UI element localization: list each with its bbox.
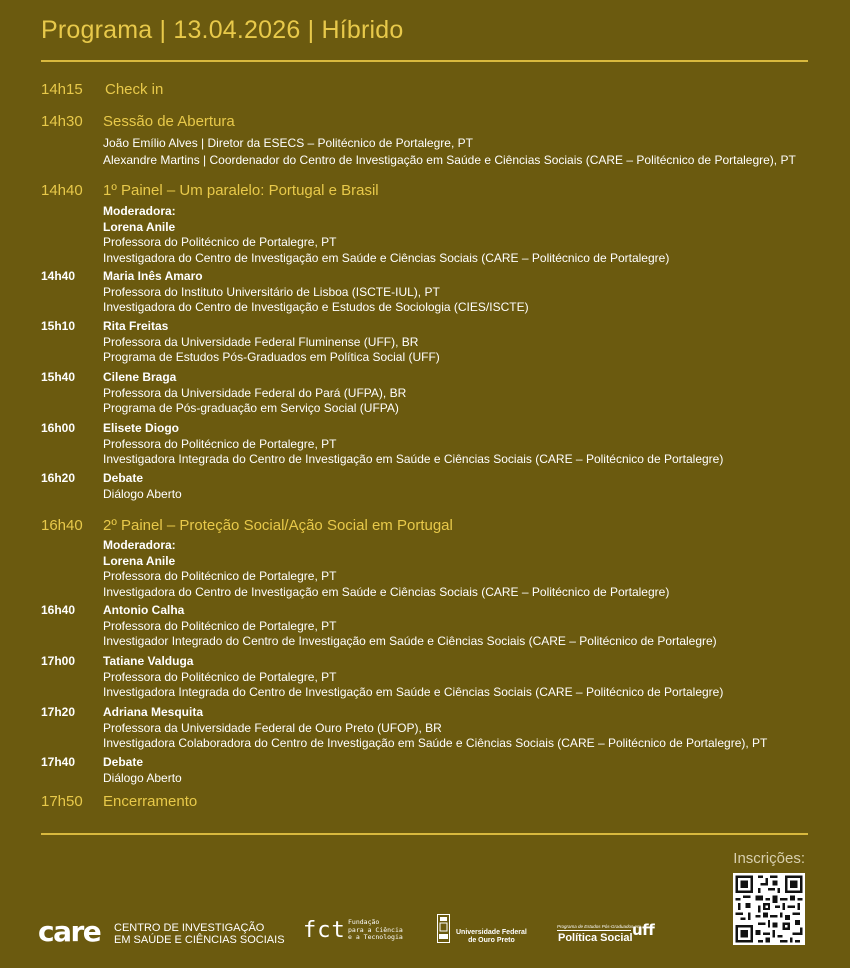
ufop-name-line: de Ouro Preto — [468, 937, 515, 944]
uff-program-name: Política Social — [558, 932, 633, 944]
speaker-line: Investigadora Integrada do Centro de Investigação em Saúde e Ciências Sociais (CARE – Politécnico de Portalegre) — [103, 452, 724, 466]
ufop-name-line: Universidade Federal — [456, 929, 527, 936]
speaker-line: Professora do Politécnico de Portalegre, PT — [103, 618, 337, 633]
fct-name-line: para a Ciência — [348, 925, 403, 934]
talk-time: 16h00 — [41, 421, 76, 435]
speaker-name: Cilene Braga — [103, 370, 177, 384]
speaker-line: Investigadora do Centro de Investigação e Estudos de Sociologia (CIES/ISCTE) — [103, 300, 529, 314]
speaker-line: Diálogo Aberto — [103, 770, 182, 785]
speaker-name: Debate — [103, 755, 144, 769]
moderator-line: Investigadora do Centro de Investigação em Saúde e Ciências Sociais (CARE – Politécnico de Portalegre) — [103, 250, 670, 265]
opening-line: Alexandre Martins | Coordenador do Centro de Investigação em Saúde e Ciências Sociais (CARE – Politécnico de Portalegre), PT — [103, 153, 796, 167]
panel2-time: 16h40 — [41, 517, 83, 534]
speaker-line: Professora da Universidade Federal Fluminense (UFF), BR — [103, 334, 419, 349]
closing-label: Encerramento — [103, 793, 198, 810]
talk-time: 15h10 — [41, 319, 76, 333]
speaker-name: Maria Inês Amaro — [103, 269, 203, 283]
speaker-line: Investigadora Colaboradora do Centro de Investigação em Saúde e Ciências Sociais (CARE – Politécnico de Portalegre), PT — [103, 736, 768, 750]
speaker-line: Professora da Universidade Federal do Pará (UFPA), BR — [103, 385, 407, 400]
moderator-line: Professora do Politécnico de Portalegre, PT — [103, 569, 337, 583]
ufop-emblem-icon — [437, 914, 450, 943]
talk-time: 14h40 — [41, 269, 76, 283]
bottom-divider — [41, 833, 808, 835]
fct-name-line: Fundação — [348, 918, 380, 926]
speaker-line: Professora do Politécnico de Portalegre, PT — [103, 669, 337, 684]
uff-logo: uff — [632, 921, 655, 939]
speaker-name: Adriana Mesquita — [103, 705, 204, 719]
speaker-line: Professora do Politécnico de Portalegre, PT — [103, 436, 337, 451]
checkin-label: Check in — [105, 81, 164, 98]
speaker-name: Elisete Diogo — [103, 421, 180, 435]
speaker-name: Antonio Calha — [103, 603, 185, 617]
speaker-name: Rita Freitas — [103, 319, 169, 333]
inscricoes-label: Inscrições: — [733, 850, 805, 867]
talk-time: 17h20 — [41, 705, 76, 719]
closing-time: 17h50 — [41, 793, 83, 810]
moderator-name: Lorena Anile — [103, 553, 176, 568]
moderator-line: Investigadora do Centro de Investigação em Saúde e Ciências Sociais (CARE – Politécnico de Portalegre) — [103, 584, 670, 599]
ufop-name — [456, 929, 527, 945]
care-logo: care — [38, 915, 101, 948]
checkin-time: 14h15 — [41, 81, 83, 98]
panel2-title: 2º Painel – Proteção Social/Ação Social em Portugal — [103, 517, 453, 534]
moderator-label: Moderadora: — [103, 204, 176, 218]
speaker-line: Programa de Pós-graduação em Serviço Social (UFPA) — [103, 401, 399, 415]
speaker-line: Programa de Estudos Pós-Graduados em Política Social (UFF) — [103, 350, 440, 364]
speaker-line: Investigador Integrado do Centro de Investigação em Saúde e Ciências Sociais (CARE – Politécnico de Portalegre) — [103, 634, 717, 648]
page-title: Programa | 13.04.2026 | Híbrido — [41, 16, 404, 44]
moderator-label: Moderadora: — [103, 538, 176, 552]
panel1-title: 1º Painel – Um paralelo: Portugal e Brasil — [103, 182, 379, 199]
care-name — [114, 922, 285, 946]
opening-time: 14h30 — [41, 113, 83, 130]
care-name-line: EM SAÚDE E CIÊNCIAS SOCIAIS — [114, 934, 285, 946]
speaker-line: Professora da Universidade Federal de Ouro Preto (UFOP), BR — [103, 720, 442, 735]
speaker-name: Debate — [103, 471, 144, 485]
fct-name-line: e a Tecnologia — [348, 933, 403, 941]
speaker-line: Professora do Instituto Universitário de Lisboa (ISCTE-IUL), PT — [103, 284, 440, 299]
fct-logo: fct — [303, 918, 346, 943]
moderator-name: Lorena Anile — [103, 219, 176, 234]
talk-time: 17h00 — [41, 654, 76, 668]
top-divider — [41, 60, 808, 62]
speaker-name: Tatiane Valduga — [103, 654, 194, 668]
speaker-line: Diálogo Aberto — [103, 486, 182, 501]
opening-title: Sessão de Abertura — [103, 113, 235, 130]
fct-name — [348, 919, 403, 942]
talk-time: 15h40 — [41, 370, 76, 384]
opening-line: João Emílio Alves | Diretor da ESECS – Politécnico de Portalegre, PT — [103, 136, 473, 150]
uff-divider — [557, 930, 631, 931]
panel1-time: 14h40 — [41, 182, 83, 199]
moderator-line: Professora do Politécnico de Portalegre, PT — [103, 235, 337, 249]
speaker-line: Investigadora Integrada do Centro de Investigação em Saúde e Ciências Sociais (CARE – Politécnico de Portalegre) — [103, 685, 724, 699]
care-name-line: CENTRO DE INVESTIGAÇÃO — [114, 922, 265, 934]
talk-time: 16h20 — [41, 471, 76, 485]
talk-time: 17h40 — [41, 755, 76, 769]
talk-time: 16h40 — [41, 603, 76, 617]
uff-program-caption: Programa de Estudos Pós-Graduados em — [557, 924, 641, 929]
partner-logos — [0, 905, 850, 955]
